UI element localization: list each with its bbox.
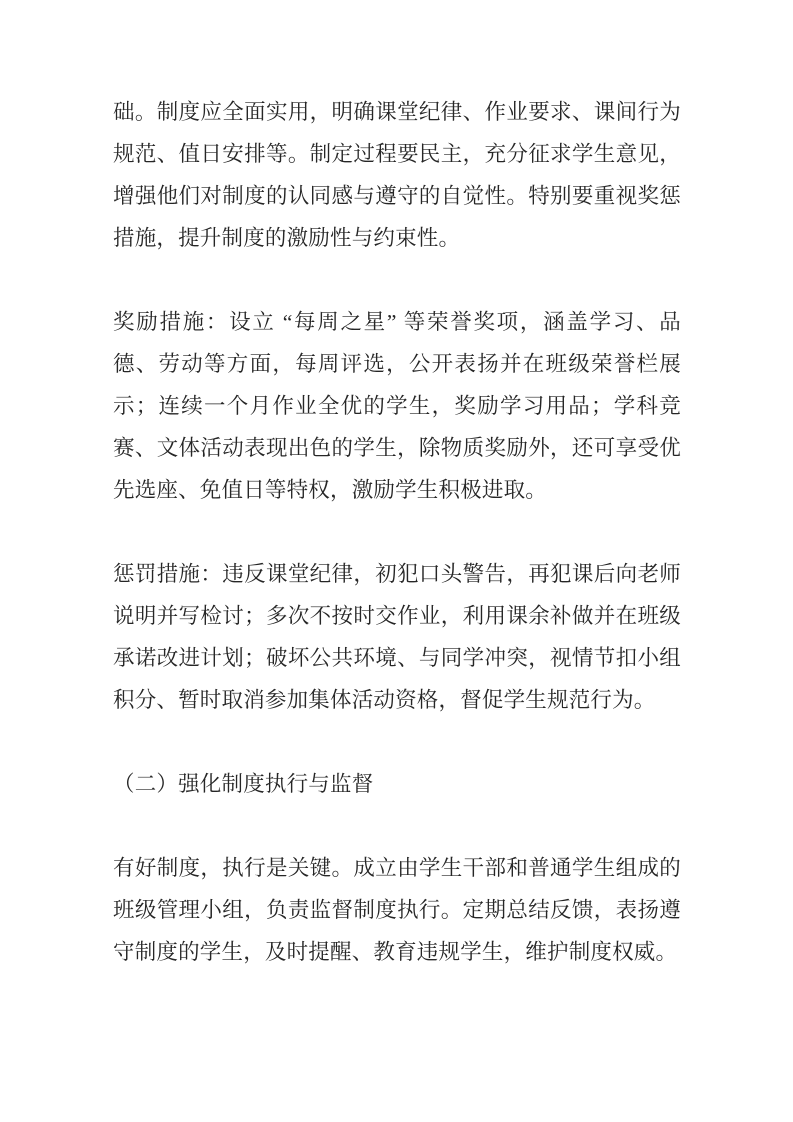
paragraph-system-basics: 础。制度应全面实用，明确课堂纪律、作业要求、课间行为规范、值日安排等。制定过程要民主，充分征求学生意见，增强他们对制度的认同感与遵守的自觉性。特别要重视奖惩措施，提升制度的激励性与约束性。 — [113, 100, 681, 250]
document-content — [113, 91, 681, 1015]
paragraph-reward-measures: 奖励措施：设立 “每周之星” 等荣誉奖项，涵盖学习、品德、劳动等方面，每周评选，公开表扬并在班级荣誉栏展示；连续一个月作业全优的学生，奖励学习用品；学科竞赛、文体活动表现出色的学生，除物质奖励外，还可享受优先选座、免值日等特权，激励学生积极进取。 — [113, 310, 681, 502]
section-heading-enforce-supervision: （二）强化制度执行与监督 — [113, 772, 374, 796]
paragraph-execution-supervision: 有好制度，执行是关键。成立由学生干部和普通学生组成的班级管理小组，负责监督制度执行。定期总结反馈，表扬遵守制度的学生，及时提醒、教育违规学生，维护制度权威。 — [113, 856, 681, 964]
paragraph-punishment-measures: 惩罚措施：违反课堂纪律，初犯口头警告，再犯课后向老师说明并写检讨；多次不按时交作业，利用课余补做并在班级承诺改进计划；破坏公共环境、与同学冲突，视情节扣小组积分、暂时取消参加集体活动资格，督促学生规范行为。 — [113, 562, 681, 712]
